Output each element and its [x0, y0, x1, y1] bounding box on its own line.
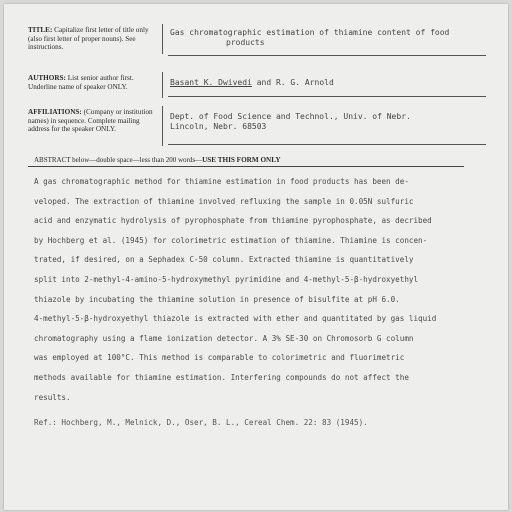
abstract-line: by Hochberg et al. (1945) for colorimetric estimation of thiamine. Thiamine is concen-: [34, 235, 428, 245]
coauthor-names: and R. G. Arnold: [251, 78, 334, 87]
title-value-line-2: products: [226, 38, 265, 47]
abstract-line: A gas chromatographic method for thiamine estimation in food products has been de-: [34, 177, 409, 186]
affiliations-value: [170, 112, 470, 132]
authors-label-bold: AUTHORS:: [28, 74, 66, 82]
title-label-bold: TITLE:: [28, 26, 53, 34]
abstract-line: acid and enzymatic hydrolysis of pyrophosphate from thiamine pyrophosphate, as decribed: [34, 216, 432, 226]
abstract-line: veloped. The extraction of thiamine involved refluxing the sample in 0.05N sulfuric: [34, 196, 414, 206]
abstract-line: split into 2-methyl-4-amino-5-hydroxymethyl pyrimidine and 4-methyl-5-β-hydroxyethyl: [34, 274, 419, 284]
title-label-instructions: Capitalize first letter of title only (also first letter of proper nouns). See instructions.: [28, 26, 149, 52]
authors-value: [170, 78, 470, 88]
authors-label: [28, 74, 154, 91]
authors-label-instructions: List senior author first. Underline name of speaker ONLY.: [28, 74, 134, 91]
abstract-header-rule: [28, 166, 464, 167]
abstract-line: chromatography using a flame ionization detector. A 3% SE-30 on Chromosorb G column: [34, 333, 414, 343]
title-label: [28, 26, 154, 52]
affiliations-label-instructions: (Company or institution names) in sequence. Complete mailing address for the speaker ONLY.: [28, 108, 153, 134]
speaker-name: Basant K. Dwivedi: [170, 78, 252, 87]
abstract-header-bold: USE THIS FORM ONLY: [202, 156, 281, 164]
abstract-line: methods available for thiamine estimation. Interfering compounds do not affect the: [34, 372, 409, 382]
affiliation-line-2: Lincoln, Nebr. 68503: [170, 122, 267, 131]
affiliations-underline: [168, 144, 486, 145]
title-divider: [162, 24, 163, 54]
abstract-line: thiazole by incubating the thiamine solution in presence of bisulfite at pH 6.0.: [34, 294, 400, 304]
abstract-header: [34, 156, 474, 164]
title-value: [170, 28, 470, 48]
title-value-line-1: Gas chromatographic estimation of thiamine content of food: [170, 28, 450, 37]
title-underline: [168, 55, 486, 56]
abstract-line: trated, if desired, on a Sephadex C-50 column. Extracted thiamine is quantitatively: [34, 255, 414, 265]
affiliations-divider: [162, 106, 163, 146]
authors-underline: [168, 96, 486, 97]
affiliations-label: [28, 108, 154, 134]
abstract-header-instructions: ABSTRACT below—double space—less than 200 words—: [34, 156, 203, 164]
affiliations-label-bold: AFFILIATIONS:: [28, 108, 82, 116]
affiliation-line-1: Dept. of Food Science and Technol., Univ. of Nebr.: [170, 112, 411, 121]
abstract-line: results.: [34, 392, 71, 402]
authors-divider: [162, 72, 163, 98]
reference-line: Ref.: Hochberg, M., Melnick, D., Oser, B. L., Cereal Chem. 22: 83 (1945).: [34, 418, 368, 427]
abstract-line: was employed at 100°C. This method is comparable to colorimetric and fluorimetric: [34, 353, 405, 363]
abstract-form-page: [4, 4, 508, 510]
abstract-line: 4-methyl-5-β-hydroxyethyl thiazole is extracted with ether and quantitated by gas liquid: [34, 314, 437, 324]
abstract-body: [34, 172, 470, 407]
